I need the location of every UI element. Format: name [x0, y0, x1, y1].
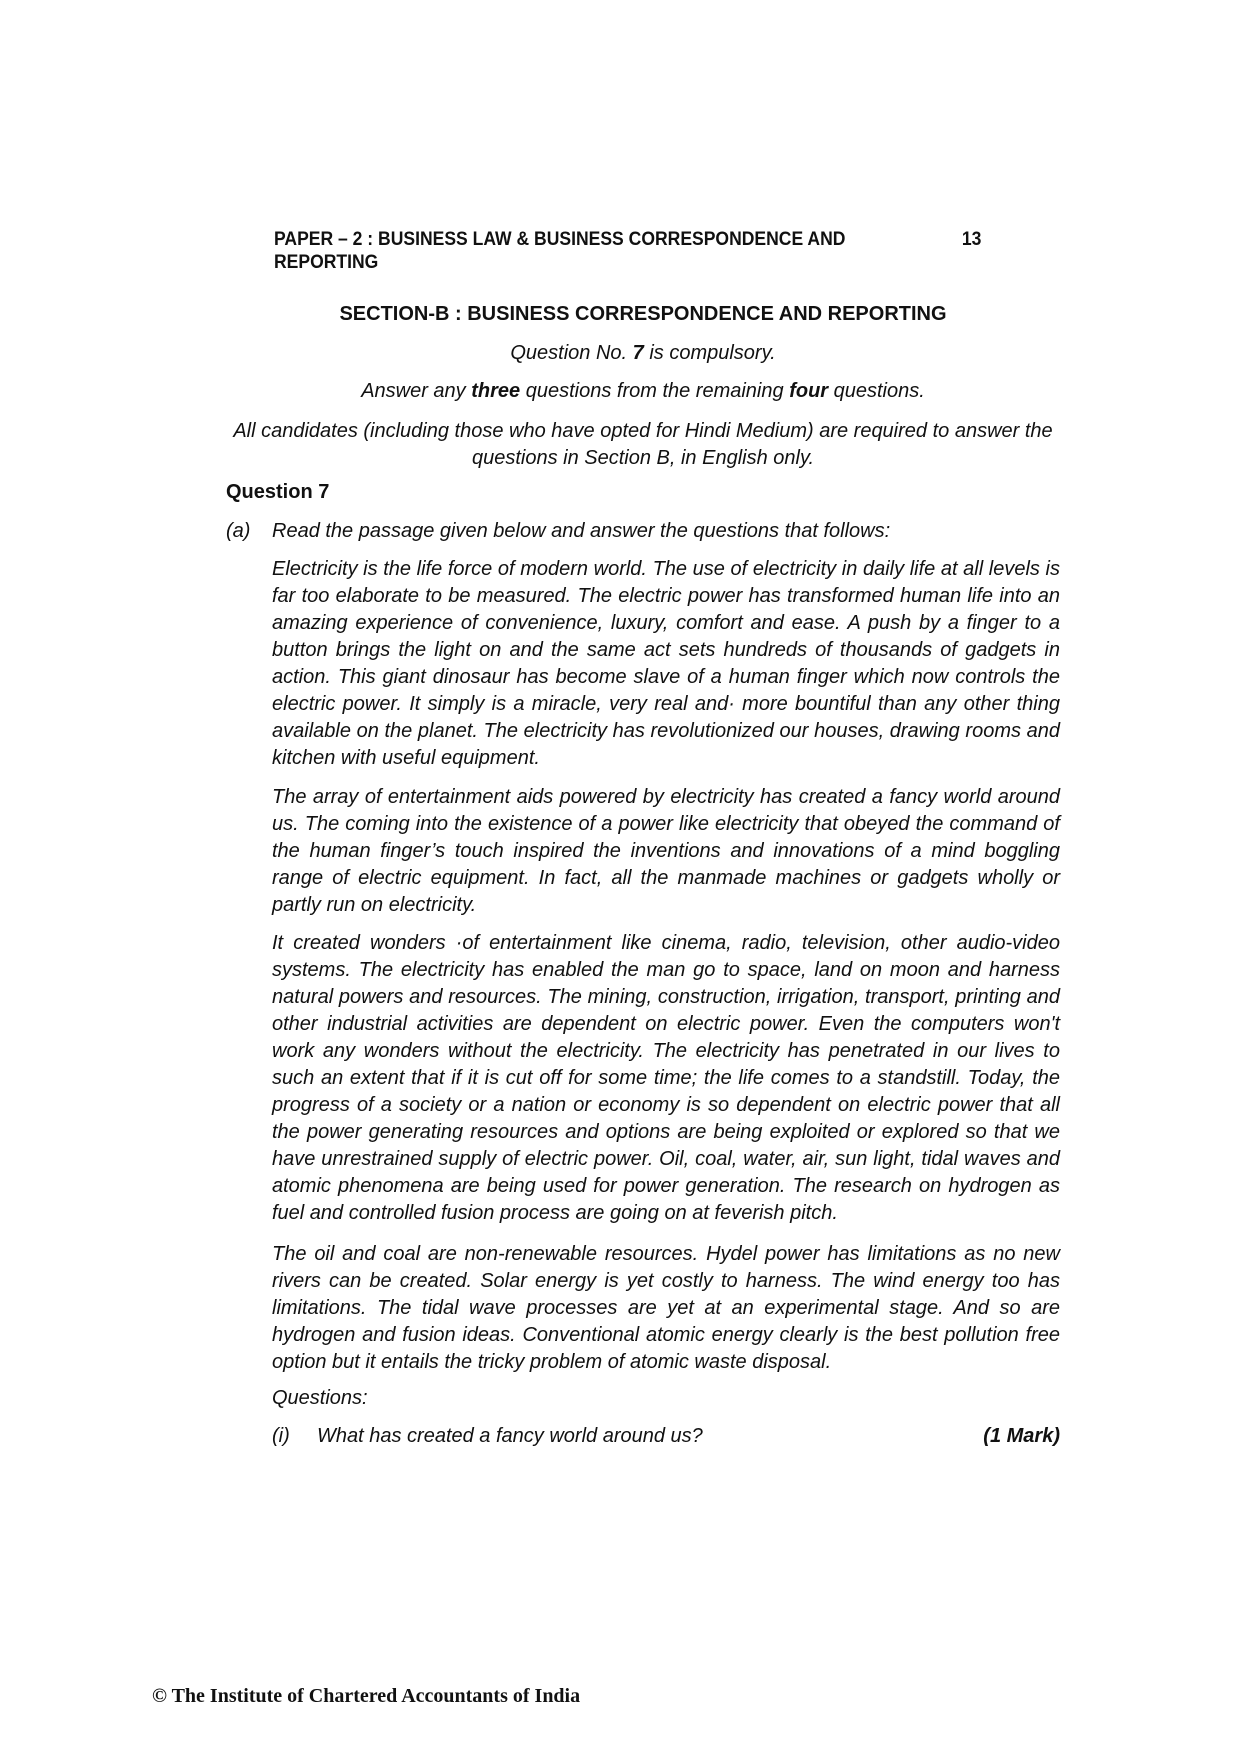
answer-text-mid: questions from the remaining — [520, 380, 790, 402]
answer-count-instruction — [226, 380, 1060, 403]
compulsory-question-number: 7 — [632, 342, 644, 364]
sub-question-text: What has created a fancy world around us? — [317, 1425, 703, 1447]
section-title: SECTION-B : BUSINESS CORRESPONDENCE AND REPORTING — [339, 303, 947, 325]
questions-label: Questions: — [272, 1387, 368, 1409]
part-instruction: Read the passage given below and answer the questions that follows: — [272, 520, 891, 542]
passage-paragraph-2: The array of entertainment aids powered by electricity has created a fancy world around us. The coming into the existence of a power like electricity that obeyed the command of the human finger’s touch inspired the inventions and innovations of a mind boggling range of electric equipment. In fact, all the manmade machines or gadgets wholly or partly run on electricity. — [272, 786, 1060, 916]
compulsory-text-post: is compulsory. — [643, 342, 776, 364]
answer-text-post: questions. — [828, 380, 925, 402]
passage-paragraph-4: The oil and coal are non-renewable resources. Hydel power has limitations as no new rivers can be created. Solar energy is yet costly to harness. The wind energy too has limitations. The tidal wave processes are yet at an experimental stage. And so are hydrogen and fusion ideas. Conventional atomic energy clearly is the best pollution free option but it entails the tricky problem of atomic waste disposal. — [272, 1243, 1060, 1373]
footer-copyright: © The Institute of Chartered Accountants of India — [152, 1685, 581, 1707]
compulsory-instruction — [226, 342, 1060, 365]
part-label: (a) — [226, 520, 251, 542]
running-header — [274, 228, 981, 274]
sub-question-marks: (1 Mark) — [983, 1425, 1060, 1447]
answer-text-pre: Answer any — [361, 380, 472, 402]
answer-count-four: four — [789, 380, 829, 402]
question-heading: Question 7 — [226, 481, 330, 503]
page-number: 13 — [961, 228, 982, 250]
passage-paragraph-1: Electricity is the life force of modern world. The use of electricity in daily life at all levels is far too elaborate to be measured. The electric power has transformed human life into an amazing experience of convenience, luxury, comfort and ease. A push by a finger to a button brings the light on and the same act sets hundreds of thousands of gadgets in action. This giant dinosaur has become slave of a human finger which now controls the electric power. It simply is a miracle, very real and· more bountiful than any other thing available on the planet. The electricity has revolutionized our houses, drawing rooms and kitchen with useful equipment. — [272, 558, 1060, 769]
sub-question-label: (i) — [272, 1425, 290, 1447]
passage-paragraph-3: It created wonders ·of entertainment like cinema, radio, television, other audio-video systems. The electricity has enabled the man go to space, land on moon and harness natural powers and resources. The mining, construction, irrigation, transport, printing and other industrial activities are dependent on electric power. Even the computers won't work any wonders without the electricity. The electricity has penetrated in our lives to such an extent that if it is cut off for some time; the life comes to a standstill. Today, the progress of a society or a nation or economy is so dependent on electric power that all the power generating resources and options are being exploited or explored so that we have unrestrained supply of electric power. Oil, coal, water, air, sun light, tidal waves and atomic phenomena are being used for power generation. The research on hydrogen as fuel and controlled fusion process are going on at feverish pitch. — [272, 932, 1060, 1224]
header-title: PAPER – 2 : BUSINESS LAW & BUSINESS CORRESPONDENCE AND REPORTING — [274, 228, 846, 273]
compulsory-text-pre: Question No. — [510, 342, 633, 364]
answer-count-three: three — [471, 380, 521, 402]
medium-instruction: All candidates (including those who have opted for Hindi Medium) are required to answer the questions in Section B, in English only. — [233, 420, 1053, 469]
